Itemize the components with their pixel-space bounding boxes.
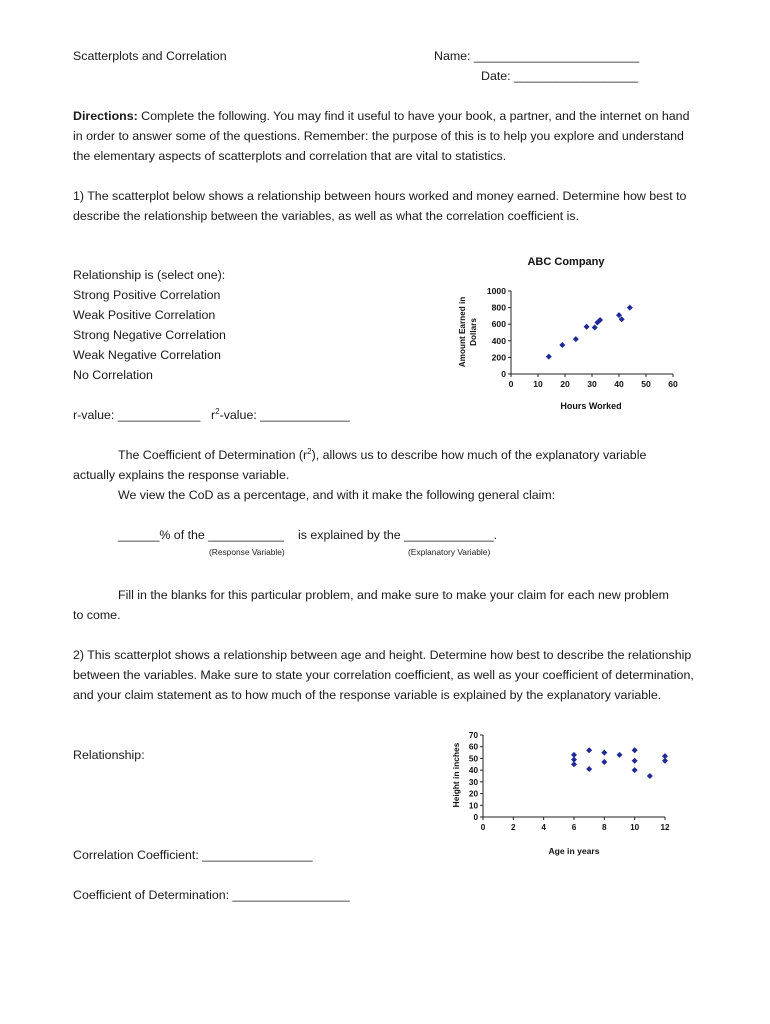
chart1-xlabel: Hours Worked — [560, 401, 622, 411]
chart1-point — [584, 324, 590, 330]
chart2-ytick-label: 0 — [473, 813, 478, 822]
claim-blank-b: is explained by the _____________. — [298, 528, 498, 542]
chart2-point — [571, 761, 577, 767]
chart1-ylabel-line2: Dollars — [469, 318, 478, 346]
chart2-point — [632, 758, 638, 764]
chart2-xtick-label: 10 — [630, 823, 640, 832]
chart1-point — [573, 336, 579, 342]
option-weak-negative: Weak Negative Correlation — [73, 348, 221, 362]
chart1-xtick-label: 30 — [587, 379, 597, 389]
chart1-ytick-label: 800 — [491, 302, 506, 313]
chart1-point — [559, 342, 565, 348]
chart1-xtick-label: 20 — [560, 379, 570, 389]
chart1-ylabel-line1: Amount Earned in — [458, 296, 467, 368]
directions-label: Directions: — [73, 109, 138, 123]
chart2-point — [662, 758, 668, 764]
chart1-xtick-label: 50 — [641, 379, 651, 389]
chart1-title: ABC Company — [527, 256, 605, 268]
relationship-label: Relationship: — [73, 748, 145, 762]
r2-superscript: 2 — [215, 406, 220, 416]
chart2-xtick-label: 2 — [511, 823, 516, 832]
chart1-ytick-label: 400 — [491, 335, 506, 346]
relationship-select-label: Relationship is (select one): — [73, 268, 226, 282]
directions-text: Complete the following. You may find it useful to have your book, a partner, and the internet on hand in order to answer some of the questions. Remember: the purpose of this is to help you explore and understand the elementary aspects of scatterplots and correlation that are vital to statistics. — [73, 109, 690, 163]
chart2-point — [601, 759, 607, 765]
cod-view-text: We view the CoD as a percentage, and with it make the following general claim: — [118, 488, 556, 502]
chart2-point — [617, 752, 623, 758]
explanatory-variable-label: (Explanatory Variable) — [408, 547, 491, 557]
chart2-xtick-label: 4 — [541, 823, 546, 832]
chart2-point — [586, 766, 592, 772]
cod-superscript: 2 — [307, 446, 312, 456]
chart1-ytick-label: 1000 — [486, 286, 506, 296]
option-no-correlation: No Correlation — [73, 368, 153, 382]
chart1-point — [592, 325, 598, 331]
cod-text-line2: actually explains the response variable. — [73, 468, 290, 482]
r2-suffix: -value: _____________ — [219, 408, 350, 422]
chart1-ytick-label: 0 — [501, 369, 506, 379]
chart1-ytick-label: 200 — [491, 352, 506, 363]
chart2-ytick-label: 10 — [468, 801, 478, 811]
chart1-xtick-label: 40 — [614, 379, 624, 389]
chart2-point — [601, 750, 607, 756]
chart1-xtick-label: 60 — [668, 379, 678, 389]
option-strong-positive: Strong Positive Correlation — [73, 288, 221, 302]
chart2-xlabel: Age in years — [548, 846, 600, 856]
chart1-xtick-label: 0 — [508, 379, 514, 389]
chart2-point — [632, 767, 638, 773]
page-title: Scatterplots and Correlation — [73, 49, 227, 63]
chart2-xtick-label: 6 — [571, 823, 577, 832]
r2-prefix: r — [211, 408, 216, 422]
age-height-scatter-chart — [446, 727, 676, 859]
question-2-prompt: 2) This scatterplot shows a relationship between age and height. Determine how best to describe the relationship between the variables. Make sure to state your correlation coefficient, as well as your coefficient of determination, and your claim statement as to how much of the response variable is explained by the explanatory variable. — [73, 648, 694, 702]
chart2-ytick-label: 20 — [468, 789, 478, 799]
chart2-point — [647, 773, 653, 779]
name-field: Name: ________________________ — [434, 49, 640, 63]
option-strong-negative: Strong Negative Correlation — [73, 328, 226, 342]
fill-instructions-line1: Fill in the blanks for this particular problem, and make sure to make your claim for each new problem — [118, 588, 669, 602]
chart1-xtick-label: 10 — [533, 379, 543, 389]
chart2-point — [632, 747, 638, 753]
chart2-ytick-label: 50 — [468, 754, 478, 764]
question-1-prompt: 1) The scatterplot below shows a relationship between hours worked and money earned. Determine how best to describe the relationship between the variables, as well as what the correlation coefficient is. — [73, 189, 687, 223]
r-value-blank: r-value: ____________ — [73, 408, 201, 422]
chart2-ylabel: Height in inches — [451, 742, 461, 808]
cod-text-line1 — [118, 445, 646, 465]
response-variable-label: (Response Variable) — [209, 547, 285, 557]
r2-value-blank — [211, 405, 350, 425]
chart2-ytick-label: 60 — [468, 742, 478, 752]
chart1-point — [546, 354, 552, 360]
chart1-ylabel — [458, 297, 478, 368]
fill-instructions-line2: to come. — [73, 608, 121, 622]
chart1-ytick-label: 600 — [491, 319, 506, 330]
date-field: Date: __________________ — [481, 69, 639, 83]
cod-text-b: ), allows us to describe how much of the explanatory variable — [311, 448, 647, 462]
chart2-ytick-label: 30 — [468, 777, 478, 787]
chart2-ytick-label: 40 — [468, 766, 478, 776]
abc-company-scatter-chart — [452, 250, 692, 418]
coefficient-of-determination-blank: Coefficient of Determination: _________________ — [73, 888, 350, 902]
chart2-ytick-label: 70 — [468, 731, 478, 740]
directions — [73, 106, 701, 166]
chart2-xtick-label: 8 — [602, 823, 607, 832]
cod-text-a: The Coefficient of Determination (r — [118, 448, 308, 462]
chart2-xtick-label: 0 — [480, 823, 486, 832]
option-weak-positive: Weak Positive Correlation — [73, 308, 216, 322]
claim-blank-a: ______% of the ___________ — [118, 528, 285, 542]
correlation-coefficient-blank: Correlation Coefficient: ________________ — [73, 848, 313, 862]
chart2-xtick-label: 12 — [660, 823, 670, 832]
chart1-point — [627, 305, 633, 311]
chart2-point — [586, 747, 592, 753]
